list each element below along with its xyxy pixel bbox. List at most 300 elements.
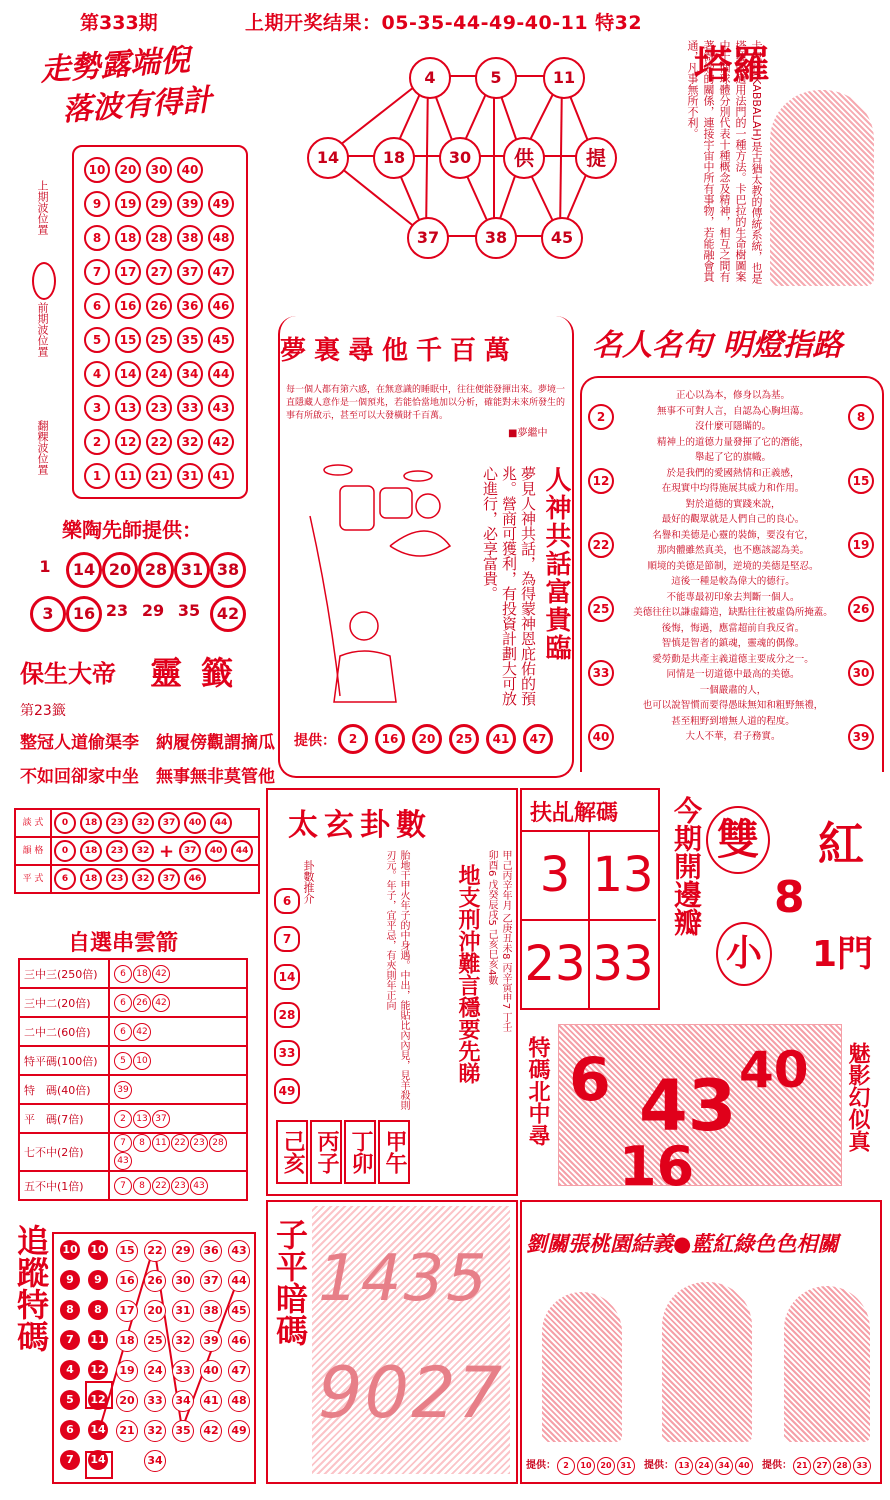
chuan-title: 自選串雲箭 xyxy=(68,931,179,956)
jieyi-group xyxy=(762,1456,872,1475)
mingyan-line: 沒什麼可隱瞞的。 xyxy=(694,421,771,432)
shuang-red: 紅 xyxy=(818,817,864,871)
ziping-line2: 9027 xyxy=(318,1352,505,1434)
zhuizong-ball: 19 xyxy=(116,1360,138,1382)
taixuan-side-note: 甲己丙辛年月 乙庚丑未8 丙辛寅申7 丁壬卯酉6 戊癸辰戌5 己亥巳亥4數 xyxy=(486,850,511,1033)
portrait-liu xyxy=(542,1292,622,1442)
shuang-door: 1門 xyxy=(812,934,874,975)
tree-node: 供 xyxy=(503,137,545,179)
code-ball: 40 xyxy=(184,812,206,834)
trend-grid xyxy=(72,145,248,499)
trend-ball: 28 xyxy=(146,225,172,251)
mingyan-lines xyxy=(628,388,838,745)
trend-title-2: 落波有得計 xyxy=(61,82,214,129)
mingyan-ball: 2 xyxy=(588,404,614,430)
zhuizong-ball: 21 xyxy=(116,1420,138,1442)
jieyi-ball: 28 xyxy=(833,1457,851,1475)
tree-node: 提 xyxy=(575,137,617,179)
jieyi-ball: 27 xyxy=(813,1457,831,1475)
tema-number: 16 xyxy=(619,1135,695,1198)
lotao-number: 1 xyxy=(39,557,51,576)
trend-ball: 12 xyxy=(115,429,141,455)
trend-ball: 8 xyxy=(84,225,110,251)
zhuizong-ball: 25 xyxy=(144,1330,166,1352)
trend-ball: 39 xyxy=(177,191,203,217)
mingyan-ball: 40 xyxy=(588,724,614,750)
dream-provide-label: 提供： xyxy=(294,733,336,749)
zhuizong-ball: 6 xyxy=(60,1420,80,1440)
code-ball: 6 xyxy=(54,868,76,890)
chuan-row xyxy=(19,1171,247,1200)
trend-ball: 34 xyxy=(177,361,203,387)
zhuizong-ball: 15 xyxy=(116,1240,138,1262)
trend-ball: 44 xyxy=(208,361,234,387)
trend-ball: 4 xyxy=(84,361,110,387)
mingyan-line: 後悔，悔過，應當超前自我反省。 xyxy=(661,622,805,634)
mingyan-line: 對於道德的實踐來說， xyxy=(685,498,781,510)
chuan-values xyxy=(109,1104,247,1133)
chuan-values xyxy=(109,1046,247,1075)
trend-ball: 36 xyxy=(177,293,203,319)
mingyan-ball: 39 xyxy=(848,724,874,750)
taixuan-ball: 7 xyxy=(274,926,300,952)
zhuizong-ball: 35 xyxy=(172,1420,194,1442)
mingyan-ball: 22 xyxy=(588,532,614,558)
zhuizong-ball: 9 xyxy=(88,1270,108,1290)
trend-ball: 49 xyxy=(208,191,234,217)
trend-ball: 33 xyxy=(177,395,203,421)
chuan-ball: 43 xyxy=(190,1177,208,1195)
zhuizong-ball: 18 xyxy=(116,1330,138,1352)
trend-ball: 17 xyxy=(115,259,141,285)
trend-ball: 18 xyxy=(115,225,141,251)
zhuizong-ball: 37 xyxy=(200,1270,222,1292)
chuan-ball: 13 xyxy=(133,1110,151,1128)
trend-ball: 20 xyxy=(115,157,141,183)
jieyi-provide-label: 提供： xyxy=(762,1460,792,1471)
mingyan-line: 最好的觀眾就是人們自己的良心。 xyxy=(661,514,805,525)
chuan-ball: 6 xyxy=(114,1023,132,1041)
dream-intro: 每一個人都有第六感，在無意識的睡眠中，往往便能發揮出來。夢境一直隱藏人意作是一個預兆，若能恰當地加以分析，確能對未來所發生的事有所啟示，甚至可以大發橫財千百萬。 xyxy=(286,385,566,421)
zhuizong-ball: 4 xyxy=(60,1360,80,1380)
code-ball: 18 xyxy=(80,812,102,834)
zhuizong-ball: 30 xyxy=(172,1270,194,1292)
lotao-number: 42 xyxy=(210,596,246,632)
dream-panel xyxy=(278,316,574,778)
chuan-row xyxy=(19,1046,247,1075)
chuan-ball: 37 xyxy=(152,1110,170,1128)
zhuizong-ball: 39 xyxy=(200,1330,222,1352)
tarot-portrait xyxy=(770,90,874,286)
code-ball: 23 xyxy=(106,868,128,890)
chuan-ball: 8 xyxy=(133,1134,151,1152)
dream-provide-balls xyxy=(338,724,560,754)
code-row xyxy=(16,810,258,838)
trend-ball: 23 xyxy=(146,395,172,421)
chuan-row xyxy=(19,959,247,988)
mingyan-ball: 8 xyxy=(848,404,874,430)
tree-diagram xyxy=(288,42,618,282)
trend-title-1: 走勢露端倪 xyxy=(39,42,192,89)
tree-node: 4 xyxy=(409,57,451,99)
zhuizong-ball: 41 xyxy=(200,1390,222,1412)
tree-node: 5 xyxy=(475,57,517,99)
zhuizong-ball: 14 xyxy=(88,1420,108,1440)
zhuizong-ball: 48 xyxy=(228,1390,250,1412)
trend-ball: 9 xyxy=(84,191,110,217)
tarot-title: 塔羅 xyxy=(694,43,771,87)
chuan-row xyxy=(19,988,247,1017)
chuan-values xyxy=(109,959,247,988)
trend-ball: 48 xyxy=(208,225,234,251)
jieyi-title: 劉關張桃園結義●藍紅綠色色相關 xyxy=(526,1232,839,1256)
chuan-ball: 10 xyxy=(133,1052,151,1070)
chuan-row xyxy=(19,1075,247,1104)
trend-ball: 27 xyxy=(146,259,172,285)
chuan-ball: 23 xyxy=(190,1134,208,1152)
mingyan-ball: 15 xyxy=(848,468,874,494)
chuan-row xyxy=(19,1104,247,1133)
lotao-number: 29 xyxy=(141,601,165,620)
tree-node: 18 xyxy=(373,137,415,179)
trend-ball: 45 xyxy=(208,327,234,353)
tarot-text: 卡巴拉(KABBALAH)是古猶太教的傳統系統，也是塔羅牌適用法門的一種方法。卡巴拉的生命樹圖案中十個球體分別代表十種概念及精神，相互之間有著微妙的關係，連接宇宙中所有事物，若能融會貫通，凡事無所不利。 xyxy=(686,40,763,284)
chuan-ball: 22 xyxy=(152,1177,170,1195)
jieyi-ball: 20 xyxy=(597,1457,615,1475)
mingyan-line: 同情是一切道德中最高的美德。 xyxy=(666,669,800,680)
chuan-ball: 18 xyxy=(133,965,151,983)
jieyi-ball: 40 xyxy=(735,1457,753,1475)
chuan-ball: 42 xyxy=(152,965,170,983)
trend-ball: 37 xyxy=(177,259,203,285)
taixuan-text: 胎地干甲火年子的中身遇。中出，能貼比內內見，見羊殺則刃元。年子，宜平忌，有夾則年正向 xyxy=(384,850,409,1110)
lotao-number: 3 xyxy=(30,596,66,632)
jiema-title: 扶乩解碼 xyxy=(530,801,619,826)
jieyi-ball: 21 xyxy=(793,1457,811,1475)
zhuizong-ball: 12 xyxy=(88,1390,108,1410)
chuan-key: 特 碼(40倍) xyxy=(19,1075,109,1104)
taixuan-label: 卦數推介 xyxy=(302,860,315,904)
code-ball: 37 xyxy=(179,840,201,862)
trend-ball: 6 xyxy=(84,293,110,319)
tree-node: 11 xyxy=(543,57,585,99)
code-ball: 44 xyxy=(231,840,253,862)
zhuizong-ball: 8 xyxy=(60,1300,80,1320)
trend-ball: 16 xyxy=(115,293,141,319)
trend-ball: 5 xyxy=(84,327,110,353)
jiema-cell: 13 xyxy=(590,832,656,921)
zhuizong-ball: 20 xyxy=(116,1390,138,1412)
chuan-ball: 7 xyxy=(114,1177,132,1195)
trend-ball: 30 xyxy=(146,157,172,183)
mingyan-line: 也可以說智慣而要得愚昧無知和粗野無禮， xyxy=(642,700,824,711)
trend-ball: 32 xyxy=(177,429,203,455)
dream-title: 夢裏尋他千百萬 xyxy=(280,336,519,366)
chuan-values xyxy=(109,1017,247,1046)
mingyan-ball: 19 xyxy=(848,532,874,558)
code-ball: 23 xyxy=(106,840,128,862)
zhuizong-ball: 44 xyxy=(228,1270,250,1292)
ganzhi-box: 甲午 xyxy=(378,1120,410,1184)
chuan-ball: 22 xyxy=(171,1134,189,1152)
zhuizong-ball: 26 xyxy=(144,1270,166,1292)
zhuizong-ball: 42 xyxy=(200,1420,222,1442)
zhuizong-ball: 16 xyxy=(116,1270,138,1292)
chuan-ball: 26 xyxy=(133,994,151,1012)
tree-node: 37 xyxy=(407,217,449,259)
chuan-ball: 5 xyxy=(114,1052,132,1070)
tree-node: 30 xyxy=(439,137,481,179)
zhuizong-ball: 7 xyxy=(60,1450,80,1470)
mingyan-line: 甚至粗野到增無人道的程度。 xyxy=(671,715,795,727)
side-label-1: 上期波位置 xyxy=(36,180,49,235)
jiema-cells xyxy=(522,830,658,1010)
jieyi-ball: 34 xyxy=(715,1457,733,1475)
chuan-key: 三中三(250倍) xyxy=(19,959,109,988)
jiema-cell: 33 xyxy=(592,936,654,992)
taixuan-ball: 49 xyxy=(274,1078,300,1104)
zhuizong-ball: 17 xyxy=(116,1300,138,1322)
lotao-number: 35 xyxy=(177,601,201,620)
tema-number: 43 xyxy=(639,1065,737,1147)
zhuizong-ball: 14 xyxy=(88,1450,108,1470)
chuan-values xyxy=(109,1133,247,1171)
mingyan-line: 智慎是智者的鎮魂，靈魂的偶像。 xyxy=(661,638,805,649)
zhuizong-ball: 40 xyxy=(200,1360,222,1382)
dream-headline: 人神共話富貴臨 xyxy=(541,466,571,662)
jieyi-ball: 13 xyxy=(675,1457,693,1475)
taixuan-ball: 6 xyxy=(274,888,300,914)
shuang-panel xyxy=(664,788,876,1006)
dream-ball: 41 xyxy=(486,724,516,754)
trend-ball: 25 xyxy=(146,327,172,353)
lotao-number: 28 xyxy=(138,552,174,588)
jieyi-ball: 33 xyxy=(853,1457,871,1475)
trend-ball: 22 xyxy=(146,429,172,455)
mingyan-ball: 25 xyxy=(588,596,614,622)
ganzhi-box: 丙子 xyxy=(310,1120,342,1184)
zhuizong-ball: 38 xyxy=(200,1300,222,1322)
taixuan-title: 太玄卦數 xyxy=(288,808,432,843)
issue-number: 第333期 xyxy=(80,12,158,34)
trend-ball: 21 xyxy=(146,463,172,489)
mingyan-title: 名人名句 明燈指路 xyxy=(592,328,843,363)
code-ball: 40 xyxy=(205,840,227,862)
trend-ball: 46 xyxy=(208,293,234,319)
last-result: 上期开奖结果：05-35-44-49-40-11 特32 xyxy=(245,12,643,34)
trend-ball: 35 xyxy=(177,327,203,353)
chuan-table xyxy=(18,958,248,1201)
zhuizong-ball: 32 xyxy=(144,1420,166,1442)
mingyan-line: 在現實中均得施展其威力和作用。 xyxy=(661,483,805,494)
chuan-key: 特平碼(100倍) xyxy=(19,1046,109,1075)
zhuizong-ball: 22 xyxy=(144,1240,166,1262)
dream-author: ■夢繼中 xyxy=(508,428,548,439)
trend-ball: 41 xyxy=(208,463,234,489)
mingyan-line: 美德往往以謙虛鑄造，缺點往往被虛偽所掩蓋。 xyxy=(633,607,833,618)
chuan-ball: 23 xyxy=(171,1177,189,1195)
chuan-ball: 28 xyxy=(209,1134,227,1152)
qian-number: 第23籤 xyxy=(20,703,66,719)
mingyan-ball: 12 xyxy=(588,468,614,494)
lotao-number: 38 xyxy=(210,552,246,588)
baosheng-title: 保生大帝 xyxy=(20,660,116,688)
jieyi-panel xyxy=(520,1200,882,1484)
zhuizong-ball: 20 xyxy=(144,1300,166,1322)
mingyan-ball: 30 xyxy=(848,660,874,686)
chuan-ball: 7 xyxy=(114,1134,132,1152)
zhuizong-ball: 33 xyxy=(172,1360,194,1382)
zhuizong-ball: 47 xyxy=(228,1360,250,1382)
chuan-key: 三中二(20倍) xyxy=(19,988,109,1017)
mingyan-line: 大人不華，君子務實。 xyxy=(685,731,781,742)
zhuizong-ball: 33 xyxy=(144,1390,166,1412)
ganzhi-box: 己亥 xyxy=(276,1120,308,1184)
tema-right: 魅影幻似真 xyxy=(845,1042,870,1152)
trend-ball: 10 xyxy=(84,157,110,183)
chuan-row xyxy=(19,1133,247,1171)
taixuan-bottom xyxy=(276,1120,406,1186)
trend-ball: 24 xyxy=(146,361,172,387)
zhuizong-title: 追蹤特碼 xyxy=(12,1224,50,1352)
portrait-zhang xyxy=(784,1286,870,1442)
mingyan-ball: 33 xyxy=(588,660,614,686)
chuan-row xyxy=(19,1017,247,1046)
side-label-3: 翻粿波位置 xyxy=(36,420,49,475)
circle-mark xyxy=(32,262,56,300)
chuan-ball: 8 xyxy=(133,1177,151,1195)
lotao-number: 16 xyxy=(66,596,102,632)
zhuizong-ball: 12 xyxy=(88,1360,108,1380)
code-row xyxy=(16,838,258,866)
dream-ball: 2 xyxy=(338,724,368,754)
mingyan-line: 正心以為本，修身以為基。 xyxy=(675,390,790,401)
jiema-panel xyxy=(520,788,660,1010)
trend-ball: 42 xyxy=(208,429,234,455)
zhuizong-ball: 5 xyxy=(60,1390,80,1410)
mingyan-line: 那肉體雖然真美，也不應該認為美。 xyxy=(656,545,809,556)
taixuan-ball: 14 xyxy=(274,964,300,990)
chuan-ball: 43 xyxy=(114,1152,132,1170)
trend-ball: 40 xyxy=(177,157,203,183)
mingyan-line: 一個嚴肅的人， xyxy=(699,684,767,696)
tema-label: 特碼北中尋 xyxy=(525,1036,550,1146)
code-label: 韻 格 xyxy=(16,838,52,864)
trend-ball: 38 xyxy=(177,225,203,251)
side-label-2: 前期波位置 xyxy=(36,302,49,357)
chuan-ball: 39 xyxy=(114,1081,132,1099)
jieyi-ball: 10 xyxy=(577,1457,595,1475)
code-ball: 18 xyxy=(80,840,102,862)
code-ball: 32 xyxy=(132,868,154,890)
mingyan-line: 於是我們的愛國熱情和正義感， xyxy=(666,467,800,479)
tema-panel xyxy=(520,1024,878,1198)
chuan-ball: 6 xyxy=(114,965,132,983)
jieyi-ball: 31 xyxy=(617,1457,635,1475)
zhuizong-ball: 11 xyxy=(88,1330,108,1350)
jieyi-group xyxy=(526,1456,636,1475)
zhuizong-ball: 46 xyxy=(228,1330,250,1352)
zhuizong-ball: 34 xyxy=(172,1390,194,1412)
trend-ball: 13 xyxy=(115,395,141,421)
ziping-panel xyxy=(266,1200,518,1484)
zhuizong-grid xyxy=(52,1232,256,1484)
chuan-key: 平 碼(7倍) xyxy=(19,1104,109,1133)
code-ball: 32 xyxy=(132,840,154,862)
trend-ball: 11 xyxy=(115,463,141,489)
zhuizong-ball: 49 xyxy=(228,1420,250,1442)
code-ball: 44 xyxy=(210,812,232,834)
chuan-ball: 11 xyxy=(152,1134,170,1152)
mingyan-line: 順境的美德是節制，逆境的美德是堅忍。 xyxy=(647,560,819,572)
code-label: 談 式 xyxy=(16,810,52,836)
jieyi-ball: 2 xyxy=(557,1457,575,1475)
tree-node: 38 xyxy=(475,217,517,259)
tree-node: 45 xyxy=(541,217,583,259)
zhuizong-ball: 10 xyxy=(88,1240,108,1260)
dream-ball: 47 xyxy=(523,724,553,754)
dream-illustration xyxy=(300,456,460,706)
zhuizong-ball: 24 xyxy=(144,1360,166,1382)
mingyan-line: 名譽和美德是心靈的裝飾，要沒有它， xyxy=(652,529,814,541)
lotao-number: 23 xyxy=(105,601,129,620)
jieyi-ball: 24 xyxy=(695,1457,713,1475)
plus-sign: + xyxy=(159,840,175,862)
ganzhi-box: 丁卯 xyxy=(344,1120,376,1184)
zhuizong-ball: 34 xyxy=(144,1450,166,1472)
code-ball: 37 xyxy=(158,812,180,834)
trend-ball: 2 xyxy=(84,429,110,455)
trend-ball: 29 xyxy=(146,191,172,217)
jieyi-provide-label: 提供： xyxy=(526,1460,556,1471)
lotao-number: 14 xyxy=(66,552,102,588)
taixuan-ball: 33 xyxy=(274,1040,300,1066)
chuan-values xyxy=(109,1075,247,1104)
trend-ball: 26 xyxy=(146,293,172,319)
shuang-big: 雙 xyxy=(706,806,770,874)
code-ball: 32 xyxy=(132,812,154,834)
trend-ball: 47 xyxy=(208,259,234,285)
chuan-ball: 42 xyxy=(152,994,170,1012)
dream-ball: 25 xyxy=(449,724,479,754)
chuan-values xyxy=(109,988,247,1017)
trend-ball: 43 xyxy=(208,395,234,421)
code-ball: 18 xyxy=(80,868,102,890)
tema-number: 40 xyxy=(739,1041,809,1099)
code-ball: 37 xyxy=(158,868,180,890)
zhuizong-ball: 29 xyxy=(172,1240,194,1262)
code-ball: 46 xyxy=(184,868,206,890)
zhuizong-ball: 9 xyxy=(60,1270,80,1290)
code-row xyxy=(16,866,258,892)
shuang-col: 今期開邊瓣 xyxy=(670,796,703,936)
portrait-guan xyxy=(662,1282,752,1442)
zhuizong-ball: 32 xyxy=(172,1330,194,1352)
jieyi-group xyxy=(644,1456,754,1475)
mingyan-line: 精神上的道德力量發揮了它的潛能， xyxy=(656,436,809,448)
trend-ball: 19 xyxy=(115,191,141,217)
tree-node: 14 xyxy=(307,137,349,179)
chuan-ball: 2 xyxy=(114,1110,132,1128)
chuan-ball: 6 xyxy=(114,994,132,1012)
code-ball: 0 xyxy=(54,812,76,834)
lotao-number: 20 xyxy=(102,552,138,588)
zhuizong-ball: 31 xyxy=(172,1300,194,1322)
mingyan-line: 這後一種是較為偉大的德行。 xyxy=(671,576,795,587)
trend-ball: 7 xyxy=(84,259,110,285)
lotao-title: 樂陶先師提供： xyxy=(62,518,202,542)
tema-number: 6 xyxy=(569,1045,611,1115)
